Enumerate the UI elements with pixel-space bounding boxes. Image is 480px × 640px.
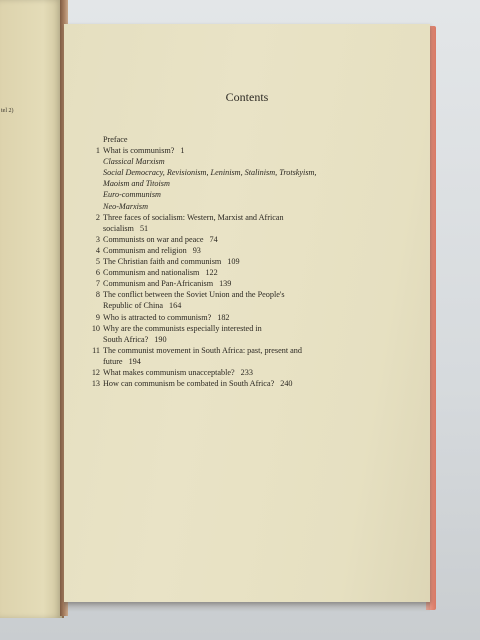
toc-entry: [90, 312, 410, 323]
toc-entry: [90, 267, 410, 278]
toc-entry: [90, 345, 410, 356]
toc-entry-number: 12: [91, 367, 100, 377]
toc-entry-continuation: [90, 223, 410, 234]
toc-page-number: 240: [280, 379, 293, 389]
toc-entry: [90, 289, 410, 300]
toc-subentry: [90, 178, 410, 189]
toc-entry-number: 10: [91, 323, 100, 333]
toc-page-number: 93: [192, 245, 201, 255]
toc-entry: [90, 323, 410, 334]
toc-subentry-text: Classical Marxism: [103, 157, 165, 167]
toc-entry-text: socialism: [103, 223, 134, 233]
toc-page-number: 194: [128, 356, 141, 366]
toc-subentry-text: Social Democracy, Revisionism, Leninism, Stalinism, Trotskyism,: [103, 168, 317, 178]
toc-entry-number: 8: [95, 290, 100, 300]
toc-subentry-text: Maoism and Titoism: [103, 179, 170, 189]
toc-entry: [90, 245, 410, 256]
toc-page-number: 139: [219, 279, 232, 289]
toc-entry-number: 11: [92, 345, 100, 355]
left-page-text-fragment: tel 2): [1, 108, 14, 114]
toc-entry: [90, 378, 410, 389]
toc-entry-text: South Africa?: [103, 334, 149, 344]
toc-entry-number: 13: [91, 379, 100, 389]
toc-entry: [90, 278, 410, 289]
toc-subentry: [90, 156, 410, 167]
toc-page-number: 122: [205, 268, 218, 278]
toc-entry: [90, 234, 410, 245]
toc-entry-text: The conflict between the Soviet Union and the People's: [103, 290, 285, 300]
toc-page-number: 190: [154, 334, 167, 344]
toc-page-number: 109: [227, 257, 240, 267]
toc-entry-text: Who is attracted to communism?: [103, 312, 212, 322]
page-shadow: [64, 602, 430, 612]
toc-entry-number: 5: [95, 257, 100, 267]
toc-entry-number: 4: [95, 245, 100, 255]
toc-entry: [90, 212, 410, 223]
toc-entry-number: 3: [95, 234, 100, 244]
toc-entry-number: 2: [95, 212, 100, 222]
toc-subentry: [90, 167, 410, 178]
toc-entry-text: Why are the communists especially interested in: [103, 323, 262, 333]
toc-page-number: 182: [217, 312, 230, 322]
left-page: [0, 0, 64, 618]
contents-page: [64, 24, 430, 602]
toc-entry-text: The Christian faith and communism: [103, 257, 222, 267]
toc-entry-text: Three faces of socialism: Western, Marxist and African: [103, 212, 284, 222]
toc-entry-text: Communism and nationalism: [103, 268, 200, 278]
toc-entry: [90, 367, 410, 378]
toc-entry-continuation: [90, 300, 410, 311]
toc-entry-number: 7: [95, 279, 100, 289]
toc-entry-text: Communists on war and peace: [103, 234, 204, 244]
toc-entry-continuation: [90, 356, 410, 367]
toc-entry-text: Communism and religion: [103, 245, 187, 255]
toc-subentry: [90, 201, 410, 212]
toc-entry-continuation: [90, 334, 410, 345]
toc-page-number: 164: [169, 301, 182, 311]
toc-subentry: [90, 189, 410, 200]
table-of-contents: [90, 134, 410, 389]
toc-page-number: 74: [209, 234, 218, 244]
toc-page-number: 1: [180, 146, 185, 156]
toc-entry-text: What makes communism unacceptable?: [103, 367, 235, 377]
toc-entry: [90, 256, 410, 267]
toc-entry-text: How can communism be combated in South Africa?: [103, 379, 275, 389]
toc-entry-number: 1: [95, 146, 100, 156]
toc-subentry-text: Neo-Marxism: [103, 201, 149, 211]
toc-entry-text: The communist movement in South Africa: past, present and: [103, 345, 302, 355]
toc-entry-text: Republic of China: [103, 301, 164, 311]
toc-subentry-text: Euro-communism: [103, 190, 161, 200]
toc-entry-text: Communism and Pan-Africanism: [103, 279, 214, 289]
toc-entry-number: 9: [95, 312, 100, 322]
toc-page-number: 51: [139, 223, 149, 233]
toc-page-number: 233: [240, 367, 253, 377]
toc-preface: Preface: [103, 135, 128, 144]
toc-entry: [90, 145, 410, 156]
toc-entry-text: future: [103, 356, 123, 366]
toc-entry-text: What is communism?: [103, 146, 175, 156]
toc-entry-number: 6: [95, 268, 100, 278]
page-title: Contents: [225, 90, 269, 104]
